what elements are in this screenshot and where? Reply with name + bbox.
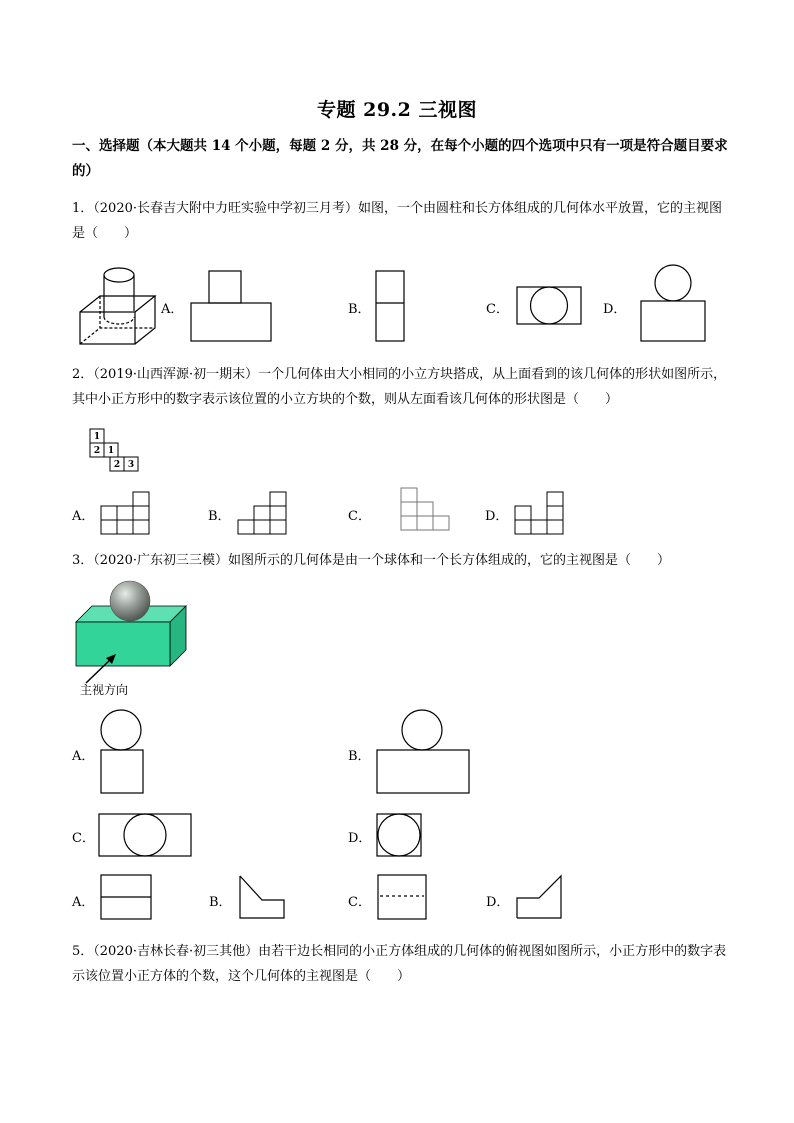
- q3-option-b-figure[interactable]: [375, 709, 471, 795]
- q2-grid-number: 2: [113, 460, 121, 470]
- page-title: 专题 29.2 三视图: [316, 99, 477, 121]
- q4-option-b-label[interactable]: B．: [209, 895, 232, 910]
- q1-option-a-label[interactable]: A．: [161, 302, 184, 317]
- q2-option-c-figure[interactable]: [399, 487, 451, 537]
- q3-option-b-label[interactable]: B．: [348, 749, 371, 764]
- q2-option-d-figure[interactable]: [513, 491, 565, 535]
- question-5-text: 5．（2020·吉林长春·初三其他）由若干边长相同的小正方体组成的几何体的俯视图如图所示，小正方形中的数字表示该位置小正方体的个数，这个几何体的主视图是（ ）: [72, 944, 727, 984]
- q4-option-c-figure[interactable]: [377, 874, 427, 920]
- q3-option-a-figure[interactable]: [99, 709, 145, 795]
- q1-solid-figure: [78, 265, 158, 347]
- q4-option-a-figure[interactable]: [100, 874, 152, 920]
- q4-option-d-label[interactable]: D．: [486, 895, 510, 910]
- q4-option-b-figure[interactable]: [238, 874, 286, 920]
- q2-grid-number: 2: [93, 446, 101, 456]
- q3-option-a-label[interactable]: A．: [72, 749, 95, 764]
- q1-option-b-figure[interactable]: [375, 270, 405, 342]
- q2-option-c-label[interactable]: C．: [348, 509, 371, 524]
- q3-option-c-figure[interactable]: [98, 813, 192, 857]
- q1-option-d-figure[interactable]: [640, 264, 706, 342]
- q3-option-c-label[interactable]: C．: [72, 831, 95, 846]
- q3-option-d-label[interactable]: D．: [348, 831, 372, 846]
- q4-option-a-label[interactable]: A．: [72, 895, 95, 910]
- q1-option-c-figure[interactable]: [516, 286, 582, 326]
- q2-option-a-label[interactable]: A．: [72, 509, 95, 524]
- q2-option-a-figure[interactable]: [99, 491, 151, 535]
- question-3-text: 3．（2020·广东初三三模）如图所示的几何体是由一个球体和一个长方体组成的，它的主视图是（ ）: [72, 553, 670, 568]
- q2-grid-number: 3: [127, 460, 135, 470]
- q2-option-b-figure[interactable]: [236, 491, 288, 535]
- q2-grid-number: 1: [107, 446, 115, 456]
- q3-option-d-figure[interactable]: [376, 813, 422, 857]
- q3-view-direction-caption: 主视方向: [80, 683, 129, 697]
- q1-option-c-label[interactable]: C．: [486, 302, 509, 317]
- question-2-text: 2．（2019·山西浑源·初一期末）一个几何体由大小相同的小立方块搭成，从上面看到的该几何体的形状如图所示，其中小正方形中的数字表示该位置的小立方块的个数，则从左面看该几何体的形状图是（ ）: [72, 367, 727, 407]
- q2-option-d-label[interactable]: D．: [485, 509, 509, 524]
- q3-solid-figure: [72, 578, 190, 696]
- q1-option-a-figure[interactable]: [190, 270, 272, 342]
- q4-option-d-figure[interactable]: [515, 874, 563, 920]
- q2-option-b-label[interactable]: B．: [208, 509, 231, 524]
- section-heading: 一、选择题（本大题共 14 个小题，每题 2 分，共 28 分，在每个小题的四个选项中只有一项是符合题目要求的）: [72, 138, 728, 179]
- question-1-text: 1．（2020·长春吉大附中力旺实验中学初三月考）如图，一个由圆柱和长方体组成的几何体水平放置，它的主视图是（ ）: [72, 201, 722, 241]
- q1-option-b-label[interactable]: B．: [348, 302, 371, 317]
- q2-top-view-grid: [88, 428, 144, 472]
- q1-option-d-label[interactable]: D．: [603, 302, 627, 317]
- q2-grid-number: 1: [93, 432, 101, 442]
- q4-option-c-label[interactable]: C．: [348, 895, 371, 910]
